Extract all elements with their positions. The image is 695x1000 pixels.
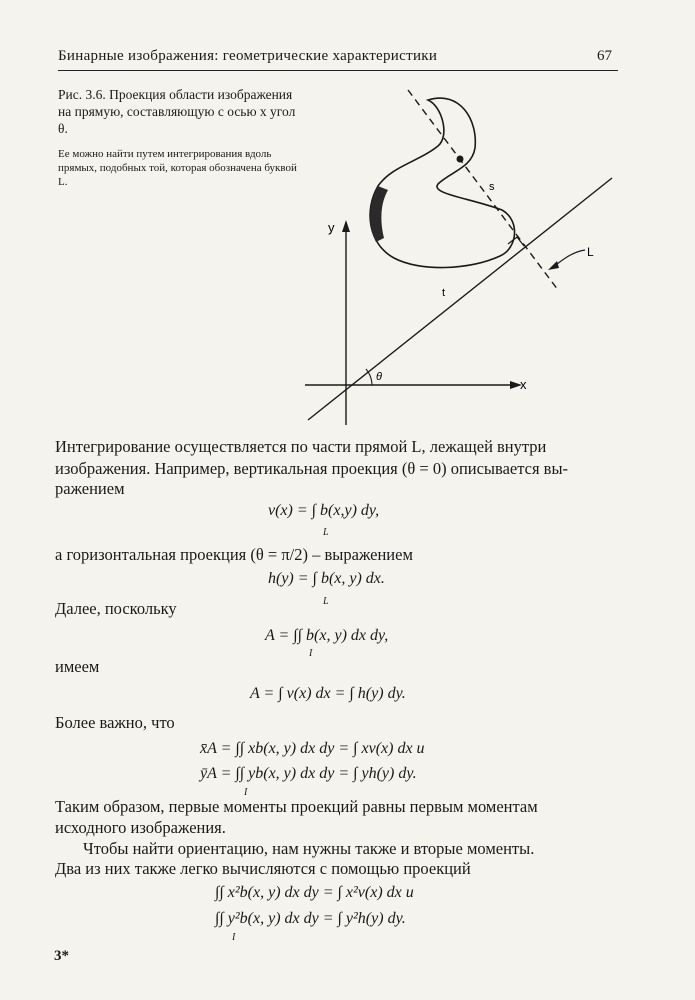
paragraph-2: а горизонтальная проекция (θ = π/2) – выражением (55, 545, 413, 564)
equation-second-moment-x: ∫∫ x²b(x, y) dx dy = ∫ x²v(x) dx и (215, 884, 414, 901)
figure-note: Ее можно найти путем интегрирования вдоль прямых, подобных той, которая обозначена буквой L. (58, 148, 297, 188)
equation-1-subscript: L (323, 527, 329, 538)
equation-5-6-subscript: I (244, 787, 248, 798)
label-l: L (587, 245, 594, 259)
paragraph-7-line-2: Два из них также легко вычисляются с помощью проекций (55, 859, 471, 878)
projection-figure (300, 80, 630, 430)
page-number: 67 (597, 48, 612, 64)
label-s: s (489, 181, 495, 193)
label-theta: θ (376, 371, 382, 383)
label-x: x (520, 377, 527, 392)
equation-vertical-projection: v(x) = ∫ b(x,y) dy, (268, 502, 380, 519)
equation-3-subscript: I (309, 648, 313, 659)
paragraph-5: Более важно, что (55, 713, 175, 732)
line-l (408, 90, 558, 290)
running-header (58, 48, 618, 71)
label-t: t (442, 287, 446, 299)
equation-horizontal-projection: h(y) = ∫ b(x, y) dx. (268, 570, 385, 587)
equation-first-moment-y: ȳA = ∫∫ yb(x, y) dx dy = ∫ yh(y) dy. (200, 765, 417, 782)
paragraph-6-line-2: исходного изображения. (55, 818, 226, 837)
paragraph-6-line-1: Таким образом, первые моменты проекций равны первым моментам (55, 797, 538, 816)
label-y: y (328, 220, 335, 235)
right-angle-marker (508, 237, 524, 246)
paragraph-1-line-1: Интегрирование осуществляется по части прямой L, лежащей внутри (55, 437, 547, 456)
paragraph-7-line-1: Чтобы найти ориентацию, нам нужны также и вторые моменты. (83, 839, 535, 858)
paragraph-1-line-3: ражением (55, 479, 125, 498)
equation-2-subscript: L (323, 596, 329, 607)
equation-area-projections: A = ∫ v(x) dx = ∫ h(y) dy. (250, 685, 406, 702)
header-title: Бинарные изображения: геометрические характеристики (58, 48, 438, 64)
signature-mark: 3* (54, 948, 69, 964)
figure-caption: Рис. 3.6. Проекция области изображения на прямую, составляющую с осью x угол θ. (58, 87, 296, 136)
t-line (308, 178, 612, 420)
equation-7-8-subscript: I (232, 932, 236, 943)
equation-first-moment-x: x̄A = ∫∫ xb(x, y) dx dy = ∫ xv(x) dx и (200, 740, 425, 757)
paragraph-3: Далее, поскольку (55, 599, 177, 618)
paragraph-4: имеем (55, 657, 100, 676)
paragraph-1-line-2: изображения. Например, вертикальная проекция (θ = 0) описывается вы- (55, 459, 569, 478)
shaded-edge (370, 186, 388, 242)
line-point (457, 156, 464, 163)
y-axis-arrow (342, 220, 350, 232)
equation-second-moment-y: ∫∫ y²b(x, y) dx dy = ∫ y²h(y) dy. (215, 910, 406, 927)
equation-area: A = ∫∫ b(x, y) dx dy, (265, 627, 389, 644)
l-pointer-arrow (548, 261, 559, 270)
